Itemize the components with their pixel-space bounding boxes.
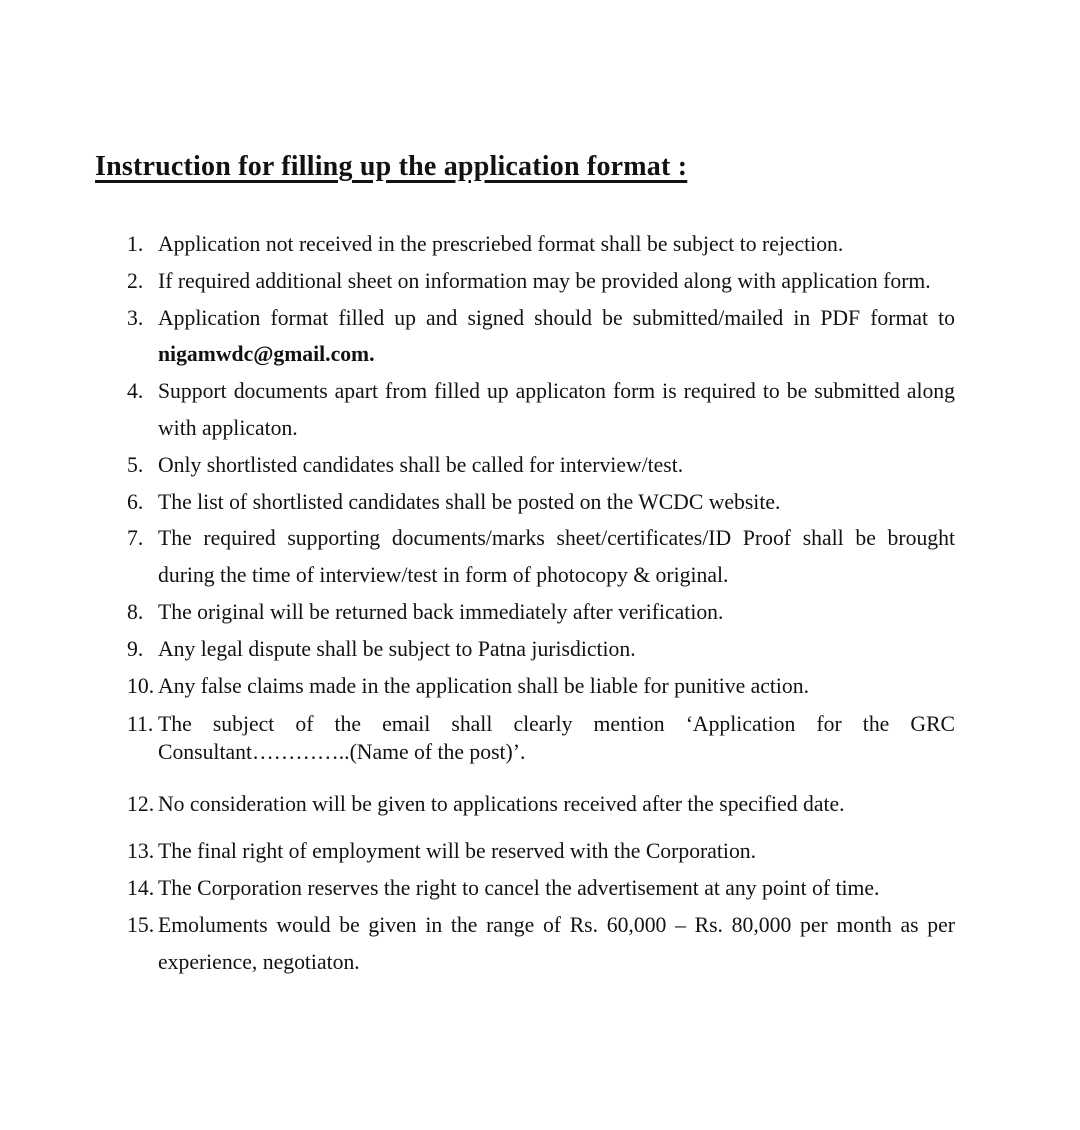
- list-item: [95, 594, 955, 631]
- item-text: No consideration will be given to applications received after the specified date.: [158, 792, 845, 817]
- item-number: 12.: [127, 792, 155, 817]
- item-number: 6.: [127, 489, 144, 514]
- email-bold-text: nigamwdc@gmail.com.: [158, 342, 375, 367]
- item-number: 8.: [127, 599, 144, 624]
- item-number: 2.: [127, 268, 144, 293]
- item-text: The Corporation reserves the right to cancel the advertisement at any point of time.: [158, 875, 880, 900]
- item-text: Any legal dispute shall be subject to Patna jurisdiction.: [158, 636, 636, 661]
- item-number: 3.: [127, 305, 144, 330]
- list-item: [95, 373, 955, 447]
- list-item: [95, 668, 955, 705]
- item-text: Application format filled up and signed should be submitted/mailed in PDF format to: [158, 305, 955, 330]
- item-text: Only shortlisted candidates shall be called for interview/test.: [158, 452, 684, 477]
- list-item: [95, 833, 955, 870]
- item-text: Support documents apart from filled up applicaton form is required to be submitted along with applicaton.: [158, 379, 955, 440]
- list-item: [95, 870, 955, 907]
- list-item: [95, 631, 955, 668]
- item-number: 1.: [127, 232, 144, 256]
- item-number: 14.: [127, 875, 155, 900]
- item-number: 11.: [127, 712, 154, 737]
- list-item: [95, 300, 955, 374]
- item-number: 4.: [127, 379, 144, 404]
- instruction-list: [95, 226, 955, 980]
- item-number: 9.: [127, 636, 144, 661]
- list-item: [95, 907, 955, 981]
- item-text: The list of shortlisted candidates shall be posted on the WCDC website.: [158, 489, 781, 514]
- item-text: If required additional sheet on information may be provided along with application form.: [158, 268, 931, 293]
- list-item: [95, 263, 955, 300]
- item-text: The subject of the email shall clearly mention ‘Application for the GRC Consultant…………..(Name of the post)’.: [158, 712, 955, 765]
- item-number: 10.: [127, 673, 155, 698]
- list-item: [95, 520, 955, 594]
- item-number: 13.: [127, 839, 155, 864]
- item-number: 15.: [127, 912, 155, 937]
- list-item: [95, 484, 955, 521]
- item-number: 5.: [127, 452, 144, 477]
- item-text: The required supporting documents/marks sheet/certificates/ID Proof shall be brought during the time of interview/test in form of photocopy & original.: [158, 526, 955, 588]
- list-item: [95, 226, 955, 263]
- list-item: [95, 710, 955, 766]
- item-number: 7.: [127, 526, 144, 551]
- item-text: Emoluments would be given in the range of Rs. 60,000 – Rs. 80,000 per month as per experience, negotiaton.: [158, 912, 955, 974]
- item-text: Any false claims made in the application shall be liable for punitive action.: [158, 673, 810, 698]
- list-item: [95, 447, 955, 484]
- list-item: [95, 786, 955, 823]
- item-text: The final right of employment will be reserved with the Corporation.: [158, 839, 757, 864]
- item-text: Application not received in the prescriebed format shall be subject to rejection.: [158, 232, 844, 256]
- page-title: Instruction for filling up the application format :: [95, 151, 688, 182]
- item-text: The original will be returned back immediately after verification.: [158, 599, 724, 624]
